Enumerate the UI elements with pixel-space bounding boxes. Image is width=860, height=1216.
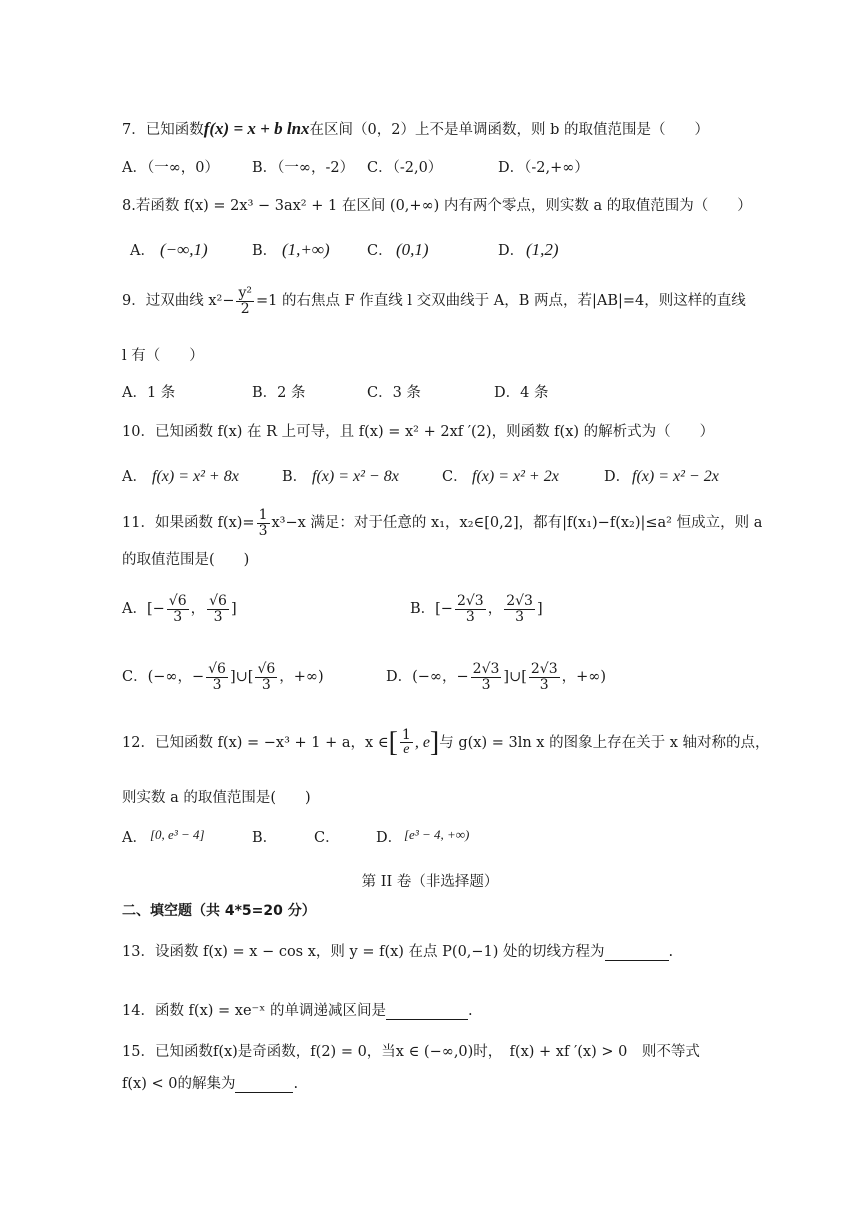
- q11-c-label: C．(−∞，−: [122, 669, 205, 686]
- q8-option-a-value: (−∞,1): [160, 240, 208, 259]
- q12-bracket-close: ]: [429, 727, 440, 758]
- q10-option-d-label: D．: [604, 469, 631, 485]
- q11-option-c: [122, 662, 324, 692]
- question-11: [122, 508, 762, 538]
- q11-a-den1: 3: [173, 608, 183, 625]
- q11-b-frac1: [455, 594, 486, 624]
- q11-b-mid: ，: [487, 601, 503, 618]
- q11-d-frac2: [529, 662, 560, 692]
- q9-option-d: D．4 条: [494, 385, 549, 401]
- q11-d-mid: ]∪[: [503, 669, 527, 686]
- q11-prefix: 11．如果函数 f(x)=: [122, 515, 255, 532]
- q7-option-d: D．（-2,+∞）: [498, 160, 589, 176]
- q11-d-label: D．(−∞，−: [386, 669, 469, 686]
- q14-text: 14．函数 f(x) = xe⁻ˣ 的单调递减区间是: [122, 1003, 386, 1019]
- q15-text: f(x) < 0的解集为: [122, 1076, 236, 1092]
- q11-d-frac1: [471, 662, 502, 692]
- q15-end: .: [293, 1076, 299, 1092]
- q11-c-frac1: [206, 662, 228, 692]
- q11-b-den2: 3: [515, 608, 525, 625]
- q11-d-den1: 3: [481, 676, 491, 693]
- q9-prefix: 9．过双曲线 x²−: [122, 293, 235, 310]
- q8-option-a-label: A．: [130, 243, 155, 259]
- q12-option-d-value: [e³ − 4, +∞): [404, 827, 470, 842]
- q11-a-label: A．[−: [122, 601, 165, 618]
- question-13: [122, 944, 673, 961]
- q15-line2: [122, 1076, 298, 1093]
- q11-c-end: ，+∞): [279, 669, 324, 686]
- q11-c-frac2: [255, 662, 277, 692]
- q9-option-a: A．1 条: [122, 385, 176, 401]
- q11-d-end: ，+∞): [561, 669, 607, 686]
- q11-option-d: [386, 662, 606, 692]
- q14-end: .: [467, 1003, 473, 1019]
- question-7: [122, 119, 709, 139]
- q10-option-a-label: A．: [122, 469, 147, 485]
- q7-option-b: B．（一∞，-2）: [252, 160, 355, 176]
- q13-end: .: [668, 944, 674, 960]
- section2-heading: 二、填空题（共 4*5=20 分）: [122, 903, 316, 919]
- q11-suffix: x³−x 满足：对于任意的 x₁，x₂∈[0,2]，都有|f(x₁)−f(x₂)|≤a² 恒成立，则 a: [271, 515, 763, 532]
- q12-prefix: 12．已知函数 f(x) = −x³ + 1 + a，x ∈: [122, 734, 389, 751]
- q7-number: 7．: [122, 122, 146, 138]
- q14-answer-blank[interactable]: [386, 1005, 468, 1020]
- q11-b-num1: 2√3: [456, 593, 484, 609]
- question-14: [122, 1003, 473, 1020]
- q15-answer-blank[interactable]: [235, 1078, 293, 1093]
- q11-b-end: ]: [536, 601, 543, 618]
- q11-c-den2: 3: [261, 676, 271, 693]
- q11-d-den2: 3: [539, 676, 549, 693]
- q9-suffix: =1 的右焦点 F 作直线 l 交双曲线于 A，B 两点，若|AB|=4，则这样的直线: [256, 293, 746, 310]
- q8-option-b-label: B．: [252, 243, 278, 259]
- q13-answer-blank[interactable]: [605, 946, 669, 961]
- q11-b-den1: 3: [465, 608, 475, 625]
- question-8: 8.若函数 f(x) = 2x³ − 3ax² + 1 在区间 (0,+∞) 内有两个零点，则实数 a 的取值范围为（ ）: [122, 198, 752, 214]
- q11-option-a: [122, 594, 237, 624]
- q11-frac-num: 1: [258, 507, 268, 523]
- q8-option-d-label: D．: [498, 243, 525, 259]
- q11-c-num2: √6: [257, 661, 276, 677]
- q7-function: f(x) = x + b lnx: [203, 119, 310, 138]
- q12-option-a-value: [0, e³ − 4]: [150, 827, 205, 842]
- q10-option-b-label: B．: [282, 469, 308, 485]
- q12-interval-den: e: [403, 742, 410, 758]
- q7-suffix: 在区间（0，2）上不是单调函数，则 b 的取值范围是（ ）: [309, 122, 709, 138]
- q12-suffix: 与 g(x) = 3ln x 的图象上存在关于 x 轴对称的点，: [439, 734, 770, 751]
- q9-fraction: [236, 286, 254, 316]
- q10-option-c-value: f(x) = x² + 2x: [472, 468, 559, 485]
- q12-option-a-label: A．: [122, 830, 147, 846]
- q7-option-a: A．（一∞，0）: [122, 160, 220, 176]
- q9-frac-num: y²: [238, 285, 253, 301]
- q7-option-c: C．（-2,0）: [367, 160, 443, 176]
- q11-a-frac2: [207, 594, 229, 624]
- q11-a-mid: ，: [190, 601, 206, 618]
- q10-option-d-value: f(x) = x² − 2x: [632, 468, 719, 485]
- q11-a-den2: 3: [213, 608, 223, 625]
- q11-d-num1: 2√3: [472, 661, 500, 677]
- q11-c-mid: ]∪[: [229, 669, 254, 686]
- q12-bracket-open: [: [388, 727, 398, 758]
- q8-option-b-value: (1,+∞): [282, 240, 330, 259]
- q11-d-num2: 2√3: [530, 661, 558, 677]
- q10-option-c-label: C．: [442, 469, 468, 485]
- q12-interval-frac: [400, 728, 413, 758]
- q12-interval-end: , e: [414, 733, 430, 751]
- q11-b-frac2: [504, 594, 535, 624]
- q13-text: 13．设函数 f(x) = x − cos x，则 y = f(x) 在点 P(0,−1) 处的切线方程为: [122, 944, 605, 960]
- q9-option-b: B．2 条: [252, 385, 306, 401]
- q11-a-num2: √6: [209, 593, 227, 609]
- q12-line2: 则实数 a 的取值范围是( ): [122, 790, 311, 806]
- q12-option-b-label: B．: [252, 830, 278, 846]
- q11-frac-den: 3: [258, 522, 268, 539]
- question-9: [122, 286, 746, 316]
- section-title: 第 II 卷（非选择题）: [361, 874, 499, 890]
- q11-fraction: [257, 508, 270, 538]
- q11-line2: 的取值范围是( ): [122, 552, 250, 568]
- q10-option-b-value: f(x) = x² − 8x: [312, 468, 399, 485]
- q11-b-num2: 2√3: [506, 593, 533, 609]
- q8-option-c-value: (0,1): [396, 240, 429, 259]
- q12-option-d-label: D．: [376, 830, 403, 846]
- q11-a-frac1: [167, 594, 189, 624]
- q9-option-c: C．3 条: [367, 385, 421, 401]
- q9-line2: l 有（ ）: [122, 348, 204, 364]
- question-10: 10．已知函数 f(x) 在 R 上可导，且 f(x) = x² + 2xf ′(2)，则函数 f(x) 的解析式为（ ）: [122, 424, 715, 440]
- q11-option-b: [410, 594, 543, 624]
- q8-option-d-value: (1,2): [526, 240, 559, 259]
- q7-prefix: 已知函数: [145, 122, 204, 138]
- q11-b-label: B．[−: [410, 601, 453, 618]
- q11-c-den1: 3: [212, 676, 222, 693]
- q8-option-c-label: C．: [367, 243, 393, 259]
- question-12: [122, 726, 770, 760]
- question-15: 15．已知函数f(x)是奇函数，f(2) = 0，当x ∈ (−∞,0)时， f(x) + xf ′(x) > 0 则不等式: [122, 1044, 700, 1060]
- q10-option-a-value: f(x) = x² + 8x: [152, 468, 239, 485]
- q12-interval-num: 1: [401, 726, 411, 743]
- q9-frac-den: 2: [240, 300, 250, 317]
- q12-option-c-label: C．: [314, 830, 340, 846]
- q11-a-end: ]: [230, 601, 237, 618]
- q11-a-num1: √6: [168, 593, 187, 609]
- q11-c-num1: √6: [208, 661, 226, 677]
